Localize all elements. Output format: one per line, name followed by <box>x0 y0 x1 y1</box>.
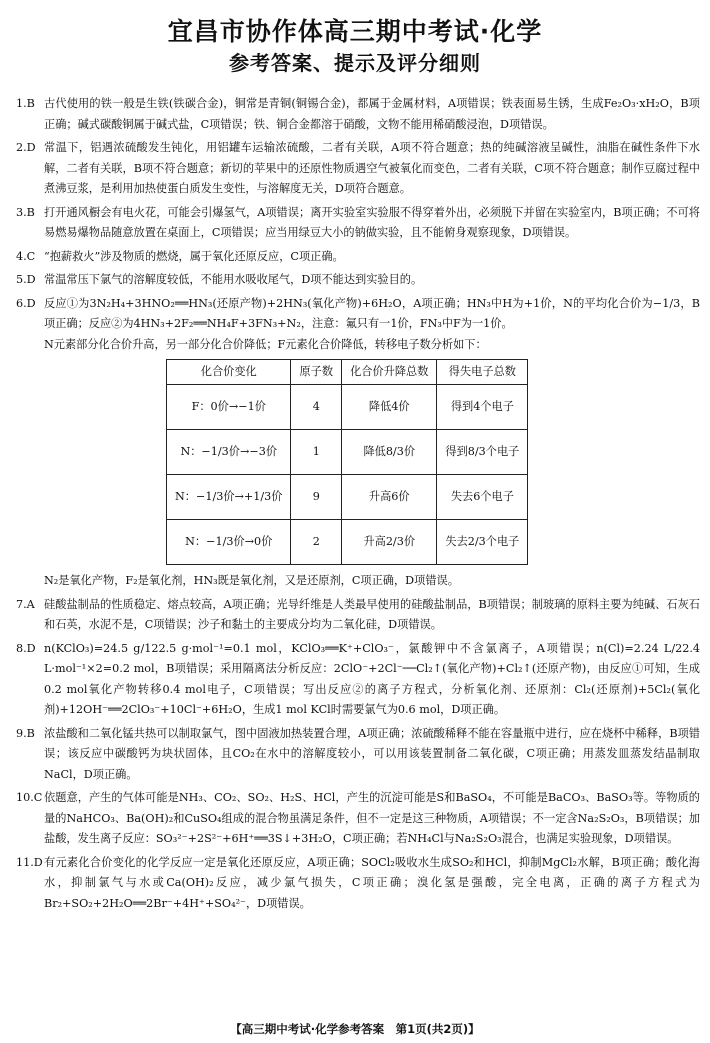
item-text: 反应①为3N₂H₄+3HNO₂══HN₃(还原产物)+2HN₃(氧化产物)+6H₂O，A项正确；HN₃中H为+1价，N的平均化合价为−1/3，B项正确；反应②为4HN₃+2F₂══NH₄F+3FN₃+N₂，注意：氟只有一1价，FN₃中F为一1价。 <box>44 296 700 330</box>
item-text: 硅酸盐制品的性质稳定、熔点较高，A项正确；光导纤维是人类最早使用的硅酸盐制品，B项错误；制玻璃的原料主要为纯碱、石灰石和石英，水泥不是，C项错误；沙子和黏土的主要成分均为二氧化硅，D项错误。 <box>44 597 700 631</box>
item-number: 5.D <box>16 273 36 286</box>
table-cell: F：0价→−1价 <box>167 385 291 430</box>
table-cell: 失去2/3个电子 <box>437 520 528 565</box>
item-number: 7.A <box>16 597 35 611</box>
table-cell: 升高6价 <box>342 475 437 520</box>
answer-item-11 <box>16 853 700 915</box>
table-row <box>167 430 528 475</box>
answer-list <box>16 94 700 914</box>
item-text: 浓盐酸和二氧化锰共热可以制取氯气，图中固液加热装置合理，A项正确；浓硫酸稀释不能在容量瓶中进行，应在烧杯中稀释，B项错误；该反应中碳酸钙为块状固体，且CO₂在水中的溶解度较小，可以用该装置制备二氧化碳，C项正确；用蒸发皿蒸发结晶制取NaCl，D项正确。 <box>44 726 700 781</box>
item-text: 依题意，产生的气体可能是NH₃、CO₂、SO₂、H₂S、HCl，产生的沉淀可能是S和BaSO₄，不可能是BaCO₃、BaSO₃等。等物质的量的NaHCO₃、Ba(OH)₂和CuSO₄组成的混合物虽满足条件，但不一定是这三种物质，A项错误；不一定含Na₂S₂O₃，B项错误；加盐酸，发生离子反应：SO₃²⁻+2S²⁻+6H⁺══3S↓+3H₂O，C项正确；若NH₄Cl与Na₂S₂O₃混合，也满足实验现象，D项错误。 <box>44 791 700 845</box>
item-text: 有元素化合价变化的化学反应一定是氧化还原反应，A项正确；SOCl₂吸收水生成SO₂和HCl，抑制MgCl₂水解，B项正确；酸化海水，抑制氯气与水或Ca(OH)₂反应，减少氯气损失，C项正确；溴化氢是强酸，完全电离，正确的离子方程式为Br₂+SO₂+2H₂O══2Br⁻+4H⁺+SO₄²⁻，D项错误。 <box>44 855 700 910</box>
item-text-2: N元素部分化合价升高，另一部分化合价降低；F元素化合价降低，转移电子数分析如下： <box>44 337 487 351</box>
table-cell: 得到8/3个电子 <box>437 430 528 475</box>
item-number: 4.C <box>16 249 36 263</box>
table-row <box>167 520 528 565</box>
table-cell: N：−1/3价→+1/3价 <box>167 475 291 520</box>
item-number: 8.D <box>16 641 36 655</box>
item-text: 打开通风橱会有电火花，可能会引爆氢气，A项错误；离开实验室实验服不得穿着外出，必须脱下并留在实验室内，B项正确；不可将易燃易爆物品随意放置在桌面上，C项错误；应当用绿豆大小的钠做实验，且不能俯身观察现象，D项错误。 <box>44 205 700 239</box>
item-number: 3.B <box>16 205 35 219</box>
table-cell: 升高2/3价 <box>342 520 437 565</box>
item-number: 2.D <box>16 141 36 154</box>
table-cell: 9 <box>291 475 342 520</box>
item-text: 古代使用的铁一般是生铁(铁碳合金)，铜常是青铜(铜锡合金)，都属于金属材料，A项错误；铁表面易生锈，生成Fe₂O₃·xH₂O，B项正确；碱式碳酸铜属于碱式盐，C项错误；铁、铜合金都溶于硝酸，文物不能用稀硝酸浸泡，D项错误。 <box>44 97 700 131</box>
table-note-text: N₂是氧化产物，F₂是氧化剂，HN₃既是氧化剂，又是还原剂，C项正确，D项错误。 <box>44 574 459 587</box>
item-text: 常温常压下氯气的溶解度较低，不能用水吸收尾气，D项不能达到实验目的。 <box>44 273 423 286</box>
page-footer: 【高三期中考试·化学参考答案 第1页(共2页)】 <box>230 1022 480 1036</box>
table-header: 化合价变化 <box>167 360 291 385</box>
item-number: 11.D <box>16 855 43 869</box>
answer-item-9 <box>16 724 700 786</box>
table-cell: 2 <box>291 520 342 565</box>
table-cell: 降低8/3价 <box>342 430 437 475</box>
page-subtitle: 参考答案、提示及评分细则 <box>229 51 481 75</box>
item-number: 10.C <box>16 791 43 804</box>
item-text: 常温下，铝遇浓硫酸发生钝化，用铝罐车运输浓硫酸，二者有关联，A项不符合题意；热的纯碱溶液呈碱性，油脂在碱性条件下水解，二者有关联，B项不符合题意；新切的苹果中的还原性物质遇空气被氧化而变色，二者有关联，C项不符合题意；制作豆腐过程中煮沸豆浆，是利用加热使蛋白质发生变性，与溶解度无关，D项符合题意。 <box>44 141 700 195</box>
table-note <box>16 571 700 592</box>
table-header: 原子数 <box>291 360 342 385</box>
answer-item-2 <box>16 138 700 200</box>
answer-item-1 <box>16 94 700 135</box>
table-cell: N：−1/3价→−3价 <box>167 430 291 475</box>
table-row <box>167 475 528 520</box>
item-text: n(KClO₃)=24.5 g/122.5 g·mol⁻¹=0.1 mol，KClO₃══K⁺+ClO₃⁻，氯酸钾中不含氯离子，A项错误；n(Cl)=2.24 L/22.4 L·mol⁻¹×2=0.2 mol，B项错误；采用隔离法分析反应：2ClO⁻+2Cl⁻──Cl₂↑(氧化产物)+Cl₂↑(还原产物)，由反应①可知，生成0.2 mol氧化产物转移0.4 mol电子，C项错误；写出反应②的离子方程式，分析氧化剂、还原剂：Cl₂(还原剂)+5Cl₂(氧化剂)+12OH⁻══2ClO₃⁻+10Cl⁻+6H₂O，生成1 mol KCl时需要氯气为0.6 mol，D项正确。 <box>44 641 700 716</box>
answer-item-6 <box>16 294 700 356</box>
answer-item-5 <box>16 270 700 291</box>
item-text: “抱薪救火”涉及物质的燃烧，属于氧化还原反应，C项正确。 <box>44 249 344 263</box>
table-header-row <box>167 360 528 385</box>
answer-item-8 <box>16 639 700 721</box>
table-cell: N：−1/3价→0价 <box>167 520 291 565</box>
item-number: 9.B <box>16 726 35 740</box>
answer-item-7 <box>16 595 700 636</box>
electron-transfer-table <box>166 359 528 565</box>
item-number: 1.B <box>16 97 35 110</box>
table-header: 得失电子总数 <box>437 360 528 385</box>
table-cell: 降低4价 <box>342 385 437 430</box>
answer-item-3 <box>16 203 700 244</box>
page-title: 宜昌市协作体高三期中考试·化学 <box>167 17 543 46</box>
table-cell: 失去6个电子 <box>437 475 528 520</box>
answer-item-10 <box>16 788 700 850</box>
item-number: 6.D <box>16 296 36 310</box>
table-cell: 1 <box>291 430 342 475</box>
table-cell: 得到4个电子 <box>437 385 528 430</box>
table-cell: 4 <box>291 385 342 430</box>
table-row <box>167 385 528 430</box>
table-header: 化合价升降总数 <box>342 360 437 385</box>
answer-item-4 <box>16 247 700 268</box>
